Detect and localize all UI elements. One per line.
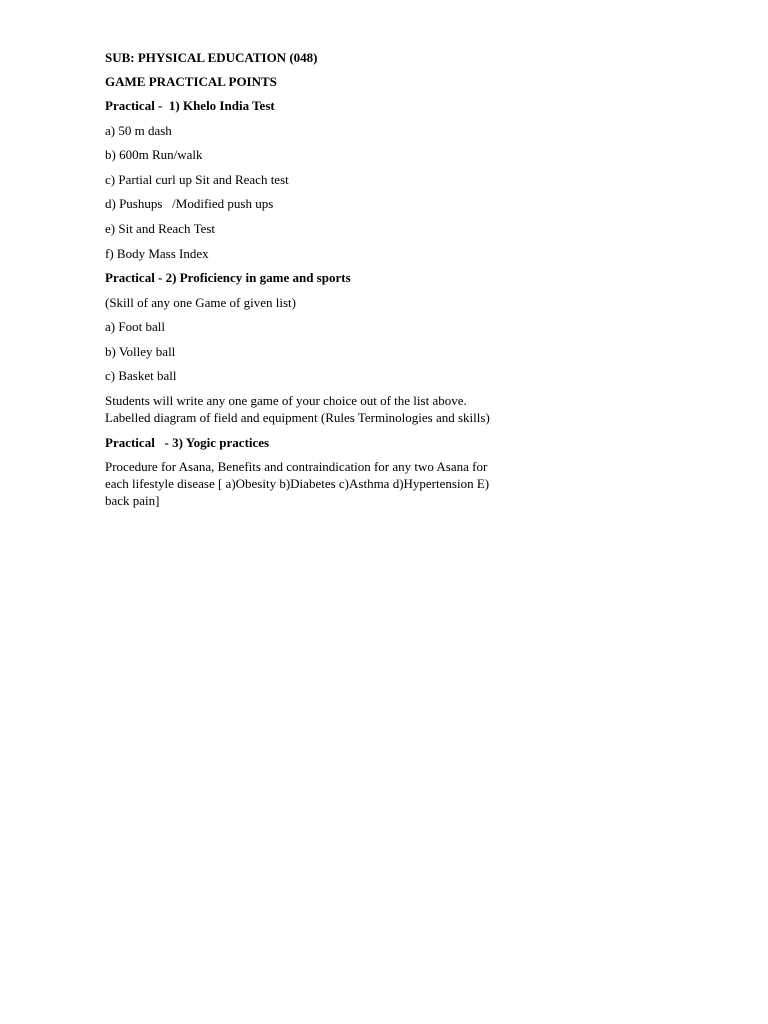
practical-2-note: (Skill of any one Game of given list) xyxy=(105,295,296,310)
procedure-line: back pain] xyxy=(105,493,160,508)
list-item: e) Sit and Reach Test xyxy=(105,221,216,236)
practical-2-title: Practical - 2) Proficiency in game and sports xyxy=(105,270,351,285)
list-item: f) Body Mass Index xyxy=(105,246,209,261)
list-item: a) 50 m dash xyxy=(105,123,172,138)
list-item: d) Pushups /Modified push ups xyxy=(105,196,274,211)
instruction-line: Students will write any one game of your choice out of the list above. xyxy=(105,393,467,408)
procedure-line: Procedure for Asana, Benefits and contraindication for any two Asana for xyxy=(105,459,488,474)
subject-heading: SUB: PHYSICAL EDUCATION (048) xyxy=(105,50,318,65)
page-title: GAME PRACTICAL POINTS xyxy=(105,74,277,89)
procedure-line: each lifestyle disease [ a)Obesity b)Diabetes c)Asthma d)Hypertension E) xyxy=(105,476,490,491)
list-item: b) Volley ball xyxy=(105,344,176,359)
instruction-line: Labelled diagram of field and equipment (Rules Terminologies and skills) xyxy=(105,410,490,425)
list-item: a) Foot ball xyxy=(105,319,165,334)
practical-1-title: Practical - 1) Khelo India Test xyxy=(105,98,275,113)
list-item: c) Basket ball xyxy=(105,368,177,383)
practical-3-title: Practical - 3) Yogic practices xyxy=(105,435,270,450)
list-item: c) Partial curl up Sit and Reach test xyxy=(105,172,289,187)
list-item: b) 600m Run/walk xyxy=(105,147,203,162)
